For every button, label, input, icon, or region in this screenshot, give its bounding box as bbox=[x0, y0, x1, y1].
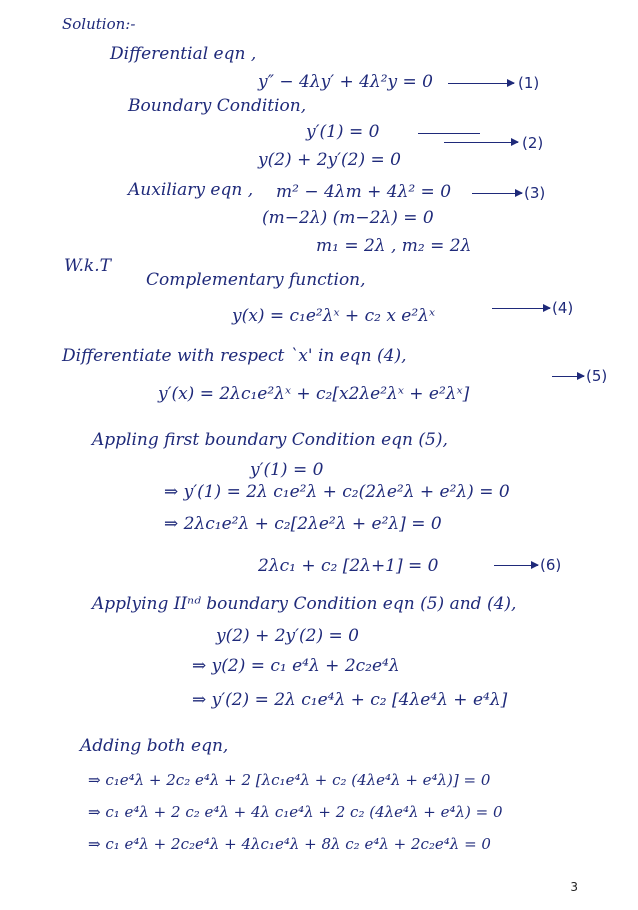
text-line: Differential eqn , bbox=[110, 44, 257, 64]
equation-reference: (1) bbox=[518, 74, 540, 92]
page-number: 3 bbox=[570, 880, 578, 894]
text-line: Differentiate with respect `x' in eqn (4), bbox=[62, 346, 407, 366]
equation-line: ⇒ c₁ e⁴λ + 2c₂e⁴λ + 4λc₁e⁴λ + 8λ c₂ e⁴λ + 2c₂e⁴λ = 0 bbox=[88, 835, 491, 853]
dash-icon bbox=[418, 133, 480, 134]
equation-line: m² − 4λm + 4λ² = 0 bbox=[276, 182, 452, 202]
equation-line: ⇒ y′(1) = 2λ c₁e²λ + c₂(2λe²λ + e²λ) = 0 bbox=[164, 482, 510, 502]
arrow-icon bbox=[494, 565, 538, 566]
equation-reference: (3) bbox=[524, 184, 546, 202]
equation-line: y(2) + 2y′(2) = 0 bbox=[258, 150, 401, 170]
equation-line: ⇒ 2λc₁e²λ + c₂[2λe²λ + e²λ] = 0 bbox=[164, 514, 442, 534]
text-line: Applying IIⁿᵈ boundary Condition eqn (5) and (4), bbox=[92, 594, 517, 614]
equation-line: y′(1) = 0 bbox=[306, 122, 380, 142]
text-line: Adding both eqn, bbox=[80, 736, 229, 756]
arrow-icon bbox=[472, 193, 522, 194]
equation-line: ⇒ c₁ e⁴λ + 2 c₂ e⁴λ + 4λ c₁e⁴λ + 2 c₂ (4λe⁴λ + e⁴λ) = 0 bbox=[88, 803, 503, 821]
equation-reference: (6) bbox=[540, 556, 562, 574]
text-line: W.k.T bbox=[64, 256, 111, 276]
equation-reference: (2) bbox=[522, 134, 544, 152]
equation-reference: (5) bbox=[586, 367, 608, 385]
arrow-icon bbox=[448, 83, 514, 84]
equation-line: ⇒ y(2) = c₁ e⁴λ + 2c₂e⁴λ bbox=[192, 656, 400, 676]
equation-line: ⇒ y′(2) = 2λ c₁e⁴λ + c₂ [4λe⁴λ + e⁴λ] bbox=[192, 690, 508, 710]
text-line: Complementary function, bbox=[146, 270, 366, 290]
equation-line: m₁ = 2λ , m₂ = 2λ bbox=[316, 236, 472, 256]
arrow-icon bbox=[492, 308, 550, 309]
arrow-icon bbox=[444, 142, 518, 143]
equation-line: y(x) = c₁e²λˣ + c₂ x e²λˣ bbox=[232, 306, 435, 326]
equation-line: y′(x) = 2λc₁e²λˣ + c₂[x2λe²λˣ + e²λˣ] bbox=[158, 384, 470, 404]
text-line: Appling first boundary Condition eqn (5), bbox=[92, 430, 448, 450]
equation-line: y″ − 4λy′ + 4λ²y = 0 bbox=[258, 72, 433, 92]
text-line: Boundary Condition, bbox=[128, 96, 307, 116]
equation-line: 2λc₁ + c₂ [2λ+1] = 0 bbox=[258, 556, 439, 576]
equation-line: (m−2λ) (m−2λ) = 0 bbox=[262, 208, 434, 228]
equation-line: y′(1) = 0 bbox=[250, 460, 324, 480]
text-line: Auxiliary eqn , bbox=[128, 180, 254, 200]
solution-heading: Solution:- bbox=[62, 15, 136, 33]
equation-line: ⇒ c₁e⁴λ + 2c₂ e⁴λ + 2 [λc₁e⁴λ + c₂ (4λe⁴λ + e⁴λ)] = 0 bbox=[88, 771, 491, 789]
equation-line: y(2) + 2y′(2) = 0 bbox=[216, 626, 359, 646]
equation-reference: (4) bbox=[552, 299, 574, 317]
arrow-icon bbox=[552, 376, 584, 377]
